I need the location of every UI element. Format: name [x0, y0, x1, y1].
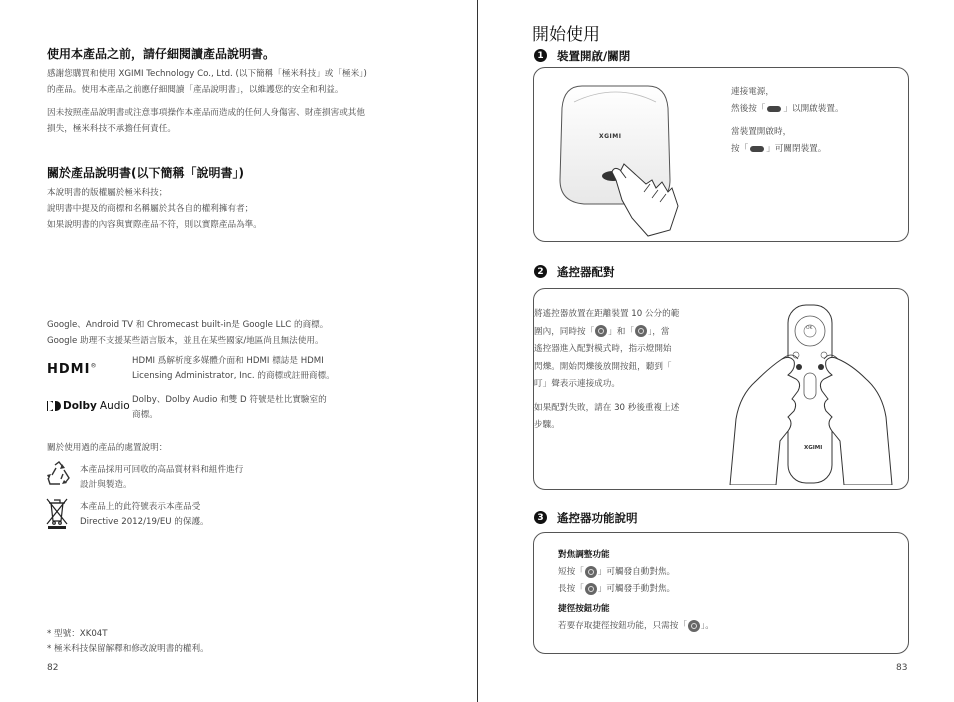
hdmi-logo-text: HDMI — [47, 362, 91, 377]
section-1-number: 1 — [534, 49, 547, 62]
section-3-box — [533, 532, 909, 654]
liability-line-1: 因未按照產品說明書或注意事項操作本產品而造成的任何人身傷害、財產損害或其他 — [47, 108, 365, 118]
section-2-box — [533, 288, 909, 490]
section-1-box — [533, 67, 909, 242]
shortcut-button-icon — [688, 620, 700, 632]
dolby-logo-text: Dolby — [63, 400, 97, 412]
projector-brand-label: XGIMI — [599, 133, 622, 140]
page-title: 開始使用 — [532, 25, 600, 45]
google-line-1: Google、Android TV 和 Chromecast built-in是 Google LLC 的商標。 — [47, 320, 329, 330]
manual-line-1: 本說明書的版權屬於極米科技； — [47, 188, 168, 198]
focus-heading: 對焦調整功能 — [558, 550, 610, 560]
power-line-1: 連接電源， — [731, 87, 774, 97]
page-number-left: 82 — [47, 663, 59, 673]
short-press-b: 」可觸發自動對焦。 — [597, 567, 676, 577]
power-instructions — [731, 84, 844, 158]
google-trademark-text — [47, 317, 328, 349]
hdmi-line-2: Licensing Administrator, Inc. 的商標或註冊商標。 — [132, 371, 335, 381]
heading-about-manual: 關於產品說明書(以下簡稱「說明書」) — [47, 166, 244, 180]
section-3-number: 3 — [534, 511, 547, 524]
power-line-4-b: 」可關閉裝置。 — [766, 144, 827, 154]
shortcut-b: 」。 — [700, 621, 714, 631]
weee-line-1: 本產品上的此符號表示本產品受 — [80, 502, 201, 512]
power-line-4-a: 按「 — [731, 144, 749, 154]
footnote-model: * 型號：XK04T — [47, 629, 108, 639]
long-press-line — [558, 581, 714, 598]
liability-text — [47, 105, 365, 137]
dolby-line-1: Dolby、Dolby Audio 和雙 D 符號是杜比實驗室的 — [132, 395, 327, 405]
crossed-out-bin-icon — [46, 497, 68, 530]
hdmi-registered-mark: ® — [90, 362, 98, 370]
retry-line-1: 如果配對失敗，請在 30 秒後重複上述 — [534, 402, 680, 413]
heading-read-manual: 使用本產品之前，請仔細閱讀產品說明書。 — [47, 47, 276, 61]
manual-line-3: 如果說明書的內容與實際產品不符，則以實際產品為準。 — [47, 220, 262, 230]
manual-line-2: 說明書中提及的商標和名稱屬於其各自的權利擁有者； — [47, 204, 254, 214]
weee-text — [80, 500, 209, 530]
power-line-3: 當裝置開啟時， — [731, 127, 792, 137]
liability-line-2: 損失，極米科技不承擔任何責任。 — [47, 124, 176, 134]
short-press-a: 短按「 — [558, 567, 584, 577]
power-line-2-b: 」以開啟裝置。 — [783, 104, 844, 114]
recycle-line-2: 設計與製造。 — [80, 480, 132, 490]
disposal-heading: 關於使用過的產品的處置說明： — [47, 443, 168, 453]
hdmi-logo — [47, 362, 97, 377]
dolby-line-2: 商標。 — [132, 410, 158, 420]
pair-line-2-a: 圍內，同時按「 — [534, 326, 595, 337]
remote-ok-label: OK — [806, 326, 813, 331]
dolby-logo — [47, 400, 130, 412]
pair-line-4: 閃爍。開始閃爍後放開按鈕，聽到「 — [534, 361, 672, 372]
focus-button-icon — [585, 566, 597, 578]
back-button-icon — [595, 325, 607, 337]
page-number-right: 83 — [896, 663, 908, 673]
intro-line-1: 感謝您購買和使用 XGIMI Technology Co., Ltd. (以下簡稱「極米科技」或「極米」) — [47, 69, 367, 79]
dolby-logo-suffix: Audio — [99, 400, 130, 412]
long-press-b: 」可觸發手動對焦。 — [597, 584, 676, 594]
intro-line-2: 的產品。使用本產品之前應仔細閱讀「產品說明書」，以維護您的安全和利益。 — [47, 85, 344, 95]
section-3-title: 遙控器功能說明 — [557, 511, 638, 525]
pair-line-2 — [534, 324, 734, 342]
remote-functions — [558, 547, 714, 635]
power-line-4 — [731, 141, 844, 158]
manual-text — [47, 185, 262, 233]
shortcut-line — [558, 618, 714, 635]
short-press-line — [558, 564, 714, 581]
menu-button-icon — [635, 325, 647, 337]
recycle-icon — [45, 461, 73, 487]
pair-line-3: 遙控器進入配對模式時，指示燈開始 — [534, 344, 672, 354]
recycle-text — [80, 463, 243, 493]
recycle-line-1: 本產品採用可回收的高品質材料和組件進行 — [80, 465, 244, 475]
power-line-2-a: 然後按「 — [731, 104, 766, 114]
power-button-icon-2 — [750, 146, 764, 152]
dolby-trademark-text — [132, 393, 327, 423]
section-2-title: 遙控器配對 — [557, 265, 615, 279]
pairing-instructions — [534, 306, 734, 435]
shortcut-heading: 捷徑按鈕功能 — [558, 604, 610, 614]
section-1-title: 裝置開啟/關閉 — [557, 49, 631, 63]
double-d-icon — [47, 401, 61, 411]
google-line-2: Google 助理不支援某些語言版本，並且在某些國家/地區尚且無法使用。 — [47, 336, 324, 346]
pair-line-1: 將遙控器放置在距離裝置 10 公分的範 — [534, 309, 680, 319]
retry-line-2: 步驟。 — [534, 420, 560, 430]
footnotes — [47, 627, 209, 657]
pair-line-2-b: 」和「 — [608, 326, 634, 337]
pair-line-2-c: 」，當 — [647, 326, 670, 337]
intro-text — [47, 66, 367, 98]
footnote-rights: * 極米科技保留解釋和修改說明書的權利。 — [47, 644, 209, 654]
hdmi-line-1: HDMI 爲解析度多媒體介面和 HDMI 標誌是 HDMI — [132, 356, 324, 366]
section-2-number: 2 — [534, 265, 547, 278]
shortcut-a: 若要存取捷徑按鈕功能，只需按「 — [558, 621, 687, 631]
weee-line-2: Directive 2012/19/EU 的保護。 — [80, 517, 209, 527]
long-press-a: 長按「 — [558, 584, 584, 594]
focus-button-icon-2 — [585, 583, 597, 595]
power-line-2 — [731, 101, 844, 118]
power-button-icon — [767, 106, 781, 112]
hdmi-trademark-text — [132, 354, 335, 384]
page-divider — [477, 0, 478, 702]
pair-line-5: 叮」聲表示連接成功。 — [534, 379, 620, 389]
remote-brand-label: XGIMI — [804, 445, 823, 451]
projector-illustration — [552, 80, 682, 238]
